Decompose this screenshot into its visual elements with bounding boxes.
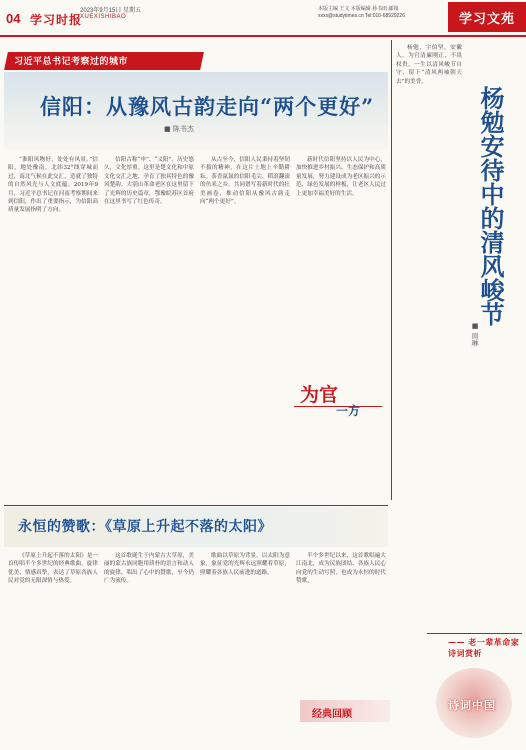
article-title: 信阳：从豫风古韵走向“两个更好” [40,94,375,119]
article2-column-4: 半个多世纪以来，这首歌唱遍大江南北，成为民族团结、各族人民心向党的生动写照，也成为永恒的时代赞歌。 [296,553,386,585]
article2-column-2: 这首歌诞生于内蒙古大草原，美丽的蒙古族同胞用质朴的语言和动人的旋律，唱出了心中的赞歌，至今仍广为流传。 [104,553,194,585]
article-column-3: 从古至今，信阳人民秉持着坚韧不拔的精神，在这片土地上辛勤耕耘。茶香氤氲的信阳毛尖、稻浪翻滚的鱼米之乡，共同谱写着新时代的壮美画卷，推动信阳从豫风古韵走向“两个更好”。 [200,157,290,206]
article-column-1: “淮阳风物好，处处有风景。”信阳，地处豫南，北纬32°线穿城而过，南北气候在此交汇，造就了独特的自然风光与人文底蕴。2019年9月，习近平总书记在河南考察期间来到信阳，作出了重要指示，为信阳高质量发展指明了方向。 [8,157,98,214]
column-logo-sub: 一方 [336,404,361,418]
column-banner-text: 习近平总书记考察过的城市 [14,56,129,66]
column-logo-main: 为官 [300,384,339,406]
page-number: 04 [6,11,21,26]
section-name: 学习文苑 [458,12,515,27]
sidebar-author: ■ 周琳 [471,322,479,347]
issue-date: 2023年9月15日 星期五 [80,8,142,14]
sidebar-text-right [466,340,524,630]
article2-column-1: 《草原上升起不落的太阳》是一首传唱半个多世纪的经典歌曲，旋律优美、情感真挚，表达了草原各族人民对党的无限深情与热爱。 [8,553,98,585]
editor-info: 本版主编 王文 本版编辑 孙书雨 邮箱 xxxs@studytimes.cn Tel:010-68929226 [318,6,405,19]
article-byline: ■ 陈书杰 [164,125,194,133]
article2-column-3: 歌曲以草原为背景，以太阳为意象，象征党的光辉永远照耀着草原，照耀着各族人民前进的道路。 [200,553,290,576]
sidebar-text-top: 杨勉，字伯坚，安徽人。为官清廉刚正，不畏权贵，一生以清风峻节自守，留下“清风两袖朝天去”的美誉。 [396,45,462,85]
article-column-4: 新时代信阳坚持以人民为中心，加快推进乡村振兴、生态保护和高质量发展，努力建设成为老区振兴的示范、绿色发展的样板，让老区人民过上更加幸福美好的生活。 [296,157,386,197]
poem-badge-text: —— 老一辈革命家诗词赏析 [448,637,520,658]
newspaper-pinyin: XUEXISHIBAO [80,14,127,20]
column-divider [391,40,392,500]
article2-title: 永恒的赞歌：《草原上升起不落的太阳》 [18,519,272,535]
article-divider [4,505,388,506]
article-column-2: 信阳古称“申”、“义阳”，历史悠久，文化厚重。这里是楚文化和中原文化交汇之地，孕育了独具特色的豫风楚韵。大别山革命老区在这里留下了光辉的历史篇章，鄂豫皖苏区首府在这里书写了红色传奇。 [104,157,194,206]
poem-stamp-text: 诗词中国 [448,699,496,712]
sidebar-text-left [396,290,462,630]
sidebar-title: 杨勉安待中的清风峻节 [476,86,505,326]
header-rule [0,35,526,37]
article2-stamp: 经典回顾 [312,709,352,720]
newspaper-name: 学习时报 [30,13,83,27]
